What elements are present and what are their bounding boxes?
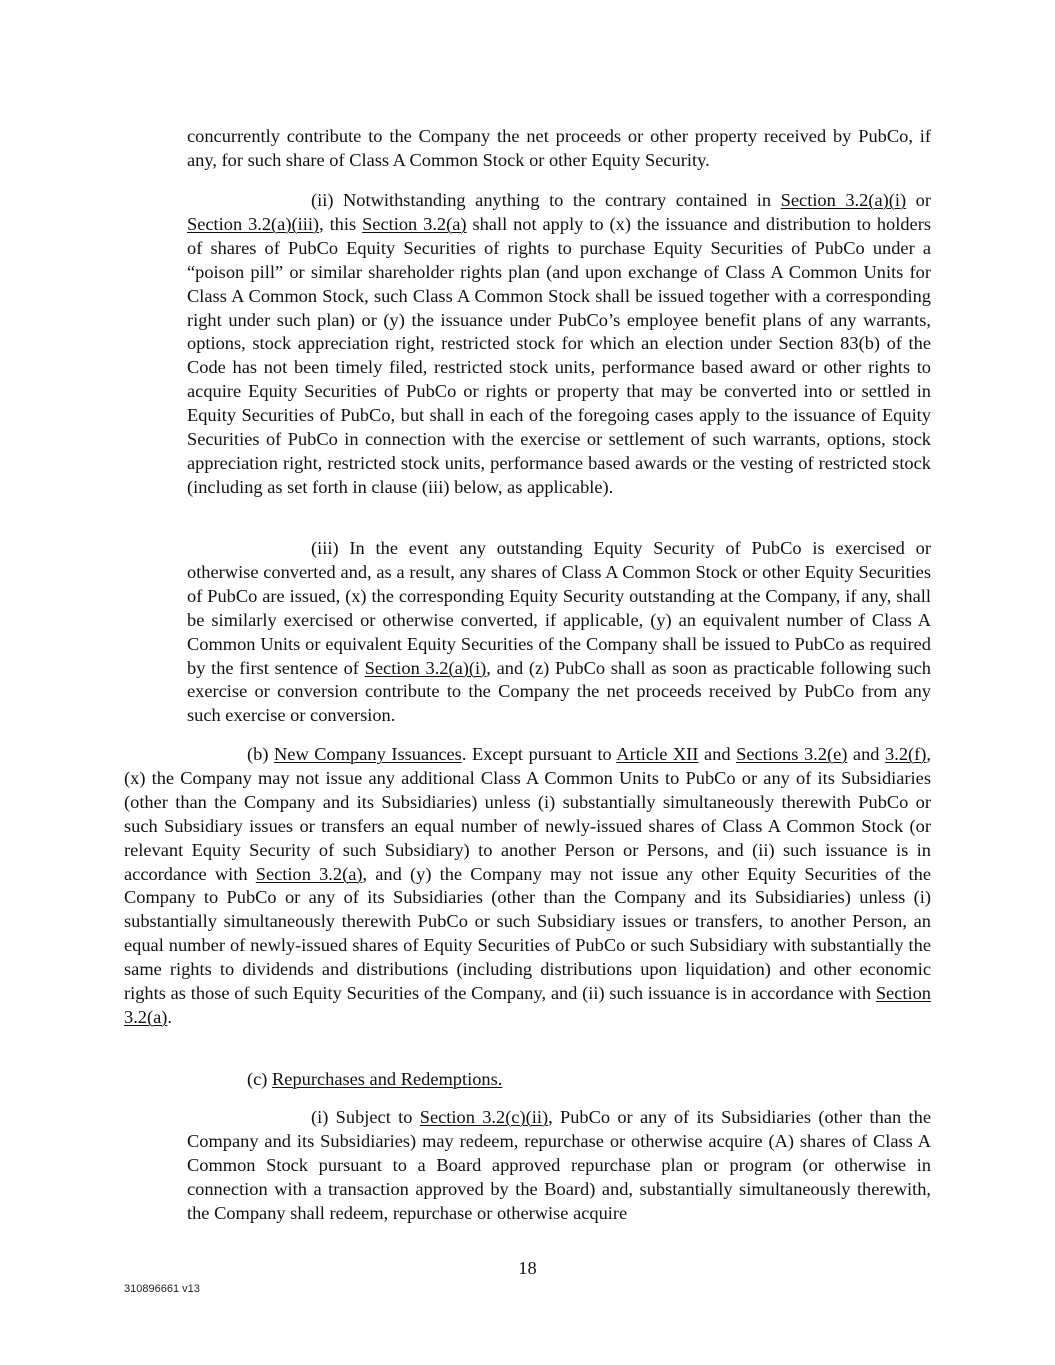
paragraph-clause-ii [187,189,931,500]
paragraph-text: , (x) the Company may not issue any additional Class A Common Units to PubCo or any of its Subsidiaries (other than the Company and its Subsidiaries) unless (i) substantially simultaneously therewith PubCo or such Subsidiary issues or transfers an equal number of newly-issued shares of Class A Common Stock (or relevant Equity Security of such Subsidiary) to another Person or Persons, and (ii) such issuance is in accordance with [124,744,932,884]
paragraph-text: , this [319,213,363,234]
paragraph-contribution-continued [187,125,931,173]
paragraph-text: (c) [247,1069,273,1089]
paragraph-text: and [847,744,886,764]
paragraph-text: (b) [247,744,274,764]
section-reference: Sections 3.2(e) [736,744,848,764]
paragraph-text: . [167,1006,173,1027]
paragraph-text: (ii) Notwithstanding anything to the contrary contained in [311,190,781,210]
paragraph-text: or [906,190,931,210]
paragraph-text: shall not apply to (x) the issuance and distribution to holders of shares of PubCo Equity Securities of rights to purchase Equity Securities of PubCo under a “poison pill” or similar shareholder rights plan (and upon exchange of Class A Common Units for Class A Common Stock, such Class A Common Stock shall be issued together with a corresponding right under such plan) or (y) the issuance under PubCo’s employee benefit plans of any warrants, options, stock appreciation right, restricted stock for which an election under Section 83(b) of the Code has not been timely filed, restricted stock units, performance based award or other rights to acquire Equity Securities of PubCo or rights or property that may be converted into or settled in Equity Securities of PubCo, but shall in each of the foregoing cases apply to the issuance of Equity Securities of PubCo in connection with the exercise or settlement of such warrants, options, stock appreciation right, restricted stock units, performance based awards or the vesting of restricted stock (including as set forth in clause (iii) below, as applicable). [187,213,931,497]
section-reference: Article XII [616,744,699,764]
paragraph-c-clause-i [187,1106,931,1226]
paragraph-text: . Except pursuant to [461,744,617,764]
paragraph-clause-iii [187,537,931,728]
paragraph-text: and [698,744,737,764]
section-reference: Section 3.2(a) [255,863,363,884]
section-reference: Section 3.2(a) [362,213,467,234]
section-reference: Section 3.2(a)(iii) [187,213,320,234]
section-reference: Repurchases and Redemptions. [272,1069,503,1089]
paragraph-text: concurrently contribute to the Company the net proceeds or other property received by PubCo, if any, for such share of Class A Common Stock or other Equity Security. [187,126,931,170]
section-reference: Section 3.2(a)(i) [780,190,907,210]
section-reference: Section 3.2(a) [124,983,931,1027]
section-reference: Section 3.2(a)(i) [364,657,487,678]
paragraph-text: , PubCo or any of its Subsidiaries (other than the Company and its Subsidiaries) may redeem, repurchase or otherwise acquire (A) shares of Class A Common Stock pursuant to a Board approved repurchase plan or program (or otherwise in connection with a transaction approved by the Board) and, substantially simultaneously therewith, the Company shall redeem, repurchase or otherwise acquire [187,1107,931,1223]
section-reference: New Company Issuances [274,744,462,764]
paragraph-text: (i) Subject to [311,1107,420,1127]
page-number: 18 [518,1258,537,1278]
document-id: 310896661 v13 [124,1283,200,1295]
paragraph-text: , and (z) PubCo shall as soon as practicable following such exercise or conversion contribute to the Company the net proceeds received by PubCo from any such exercise or conversion. [187,657,931,726]
paragraph-text: (iii) In the event any outstanding Equity Security of PubCo is exercised or otherwise converted and, as a result, any shares of Class A Common Stock or other Equity Securities of PubCo are issued, (x) the corresponding Equity Security outstanding at the Company, if any, shall be similarly exercised or otherwise converted, if applicable, (y) an equivalent number of Class A Common Units or equivalent Equity Securities of the Company shall be issued to PubCo as required by the first sentence of [187,538,931,678]
paragraph-c-heading [124,1068,931,1092]
paragraph-text: , and (y) the Company may not issue any other Equity Securities of the Company to PubCo or any of its Subsidiaries (other than the Company and its Subsidiaries) unless (i) substantially simultaneously therewith PubCo or such Subsidiary issues or transfers, to another Person, an equal number of newly-issued shares of Equity Securities of PubCo or such Subsidiary with substantially the same rights to dividends and distributions (including distributions upon liquidation) and other economic rights as those of such Equity Securities of the Company, and (ii) such issuance is in accordance with [124,863,932,1004]
paragraph-b-new-company-issuances [124,743,931,1030]
section-reference: 3.2(f) [885,744,927,764]
section-reference: Section 3.2(c)(ii) [419,1107,549,1127]
